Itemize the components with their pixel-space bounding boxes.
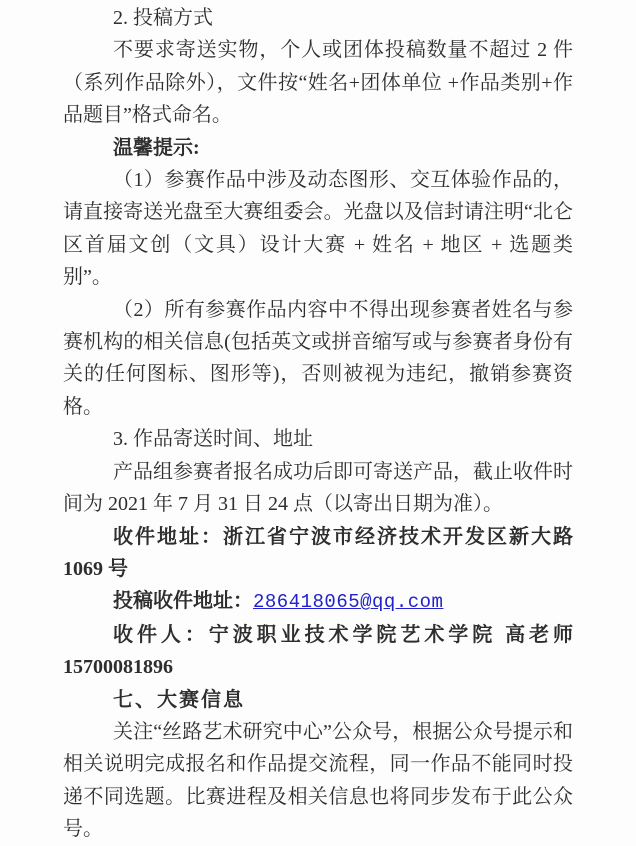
- heading-submission-method: 2. 投稿方式: [113, 7, 213, 29]
- para-submission-rules: 不要求寄送实物，个人或团体投稿数量不超过 2 件（系列作品除外），文件按“姓名+团体单位 +作品类别+作品题目”格式命名。: [63, 39, 573, 127]
- line-mailing-address: 收件地址：浙江省宁波市经济技术开发区新大路 1069 号: [63, 525, 573, 580]
- line-recipient: 收件人：宁波职业技术学院艺术学院 高老师 15700081896: [63, 623, 573, 679]
- tips-label: 温馨提示:: [113, 136, 200, 159]
- para-delivery-time: 产品组参赛者报名成功后即可寄送产品，截止收件时间为 2021 年 7 月 31 日 24 点（以寄出日期为准）。: [63, 460, 573, 516]
- heading-contest-info: 七、大赛信息: [113, 688, 245, 711]
- para-tip-2: （2）所有参赛作品内容中不得出现参赛者姓名与参赛机构的相关信息(包括英文或拼音缩写或与参赛者身份有关的任何图标、图形等)，否则被视为违纪，撤销参赛资格。: [63, 298, 573, 418]
- line-submission-email: [63, 585, 573, 618]
- heading-delivery-time-address: 3. 作品寄送时间、地址: [113, 428, 313, 451]
- para-tip-1: （1）参赛作品中涉及动态图形、交互体验作品的，请直接寄送光盘至大赛组委会。光盘以及信封请注明“北仑区首届文创（文具）设计大赛 + 姓名 + 地区 + 选题类别”。: [63, 169, 573, 289]
- para-contest-info: 关注“丝路艺术研究中心”公众号，根据公众号提示和相关说明完成报名和作品提交流程，同一作品不能同时投递不同选题。比赛进程及相关信息也将同步发布于此公众号。: [63, 720, 573, 841]
- submission-email-label: 投稿收件地址：: [113, 590, 253, 613]
- submission-email-link[interactable]: 286418065@qq.com: [253, 591, 444, 614]
